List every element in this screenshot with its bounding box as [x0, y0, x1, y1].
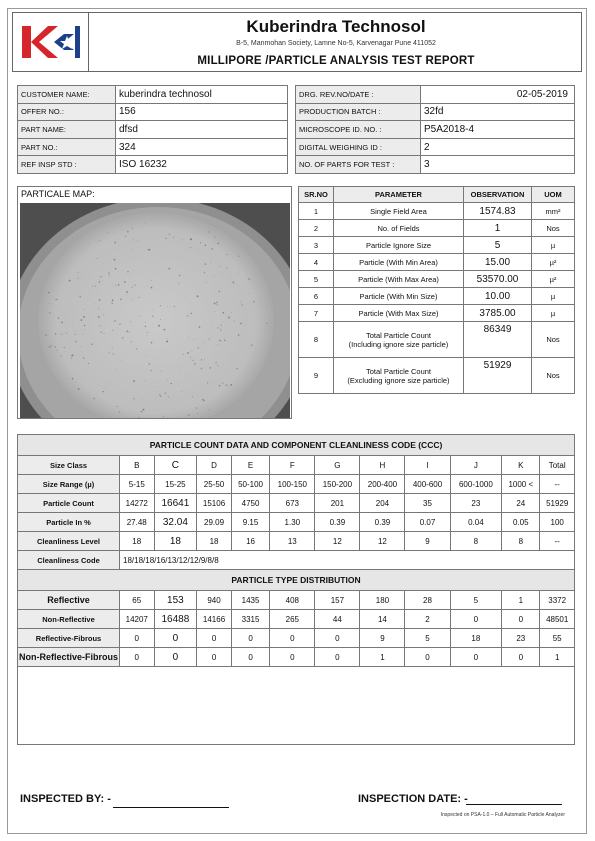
info-row [296, 121, 575, 139]
param-row [299, 305, 575, 322]
param-uom: mm² [532, 203, 575, 220]
info-row [296, 86, 575, 104]
ccc-cell: 204 [360, 494, 405, 513]
ptd-cell: 0 [120, 629, 155, 648]
info-label: DRG. REV.NO/DATE : [296, 86, 421, 104]
ptd-cell: 3315 [231, 610, 269, 629]
ccc-row-label: Size Class [18, 456, 120, 475]
param-observation: 1574.83 [464, 203, 532, 220]
info-label: NO. OF PARTS FOR TEST : [296, 156, 421, 174]
param-sr: 5 [299, 271, 334, 288]
offer-no-value: 156 [116, 103, 288, 121]
ptd-cell: 44 [315, 610, 360, 629]
param-name [334, 322, 464, 358]
inspected-by-signature-line [113, 807, 229, 808]
ptd-cell: 14166 [197, 610, 232, 629]
param-sr: 4 [299, 254, 334, 271]
param-row [299, 288, 575, 305]
ptd-cell: 2 [405, 610, 450, 629]
ccc-cell: I [405, 456, 450, 475]
ccc-cell: J [450, 456, 502, 475]
ptd-cell: 48501 [540, 610, 575, 629]
param-uom: µ² [532, 254, 575, 271]
ccc-cell: D [197, 456, 232, 475]
col-header: PARAMETER [334, 187, 464, 203]
param-name-line2: (Excluding ignore size particle) [347, 375, 450, 385]
ccc-cell: 5-15 [120, 475, 155, 494]
ccc-title: PARTICLE COUNT DATA AND COMPONENT CLEANLINESS CODE (CCC) [18, 435, 575, 456]
info-label: DIGITAL WEIGHING ID : [296, 138, 421, 156]
ccc-row-label: Size Range (µ) [18, 475, 120, 494]
info-label: OFFER NO.: [18, 103, 116, 121]
ptd-cell: 0 [231, 648, 269, 667]
ccc-cell: 18 [120, 532, 155, 551]
param-sr: 1 [299, 203, 334, 220]
ccc-row [18, 532, 575, 551]
ptd-cell: 0 [154, 648, 197, 667]
cleanliness-code-value: 18/18/18/16/13/12/12/9/8/8 [120, 551, 575, 570]
part-no-value: 324 [116, 138, 288, 156]
ccc-cell: 100 [540, 513, 575, 532]
report-title: MILLIPORE /PARTICLE ANALYSIS TEST REPORT [197, 55, 475, 67]
param-sr: 8 [299, 322, 334, 358]
ptd-cell: 940 [197, 591, 232, 610]
ptd-cell: 14207 [120, 610, 155, 629]
company-address: B-5, Manmohan Society, Lamne No-5, Karvenagar Pune 411052 [236, 40, 436, 47]
ptd-cell: 265 [270, 610, 315, 629]
info-row [18, 121, 288, 139]
ccc-cell: 25-50 [197, 475, 232, 494]
param-sr: 7 [299, 305, 334, 322]
microscope-id-value: P5A2018-4 [421, 121, 575, 139]
ccc-cell: G [315, 456, 360, 475]
param-row [299, 203, 575, 220]
production-batch-value: 32fd [421, 103, 575, 121]
param-name: Single Field Area [334, 203, 464, 220]
param-observation: 3785.00 [464, 305, 532, 322]
ptd-cell: 0 [315, 648, 360, 667]
logo-icon [20, 22, 82, 62]
ptd-cell: 14 [360, 610, 405, 629]
ccc-cell: Total [540, 456, 575, 475]
ptd-cell: 408 [270, 591, 315, 610]
ptd-row [18, 610, 575, 629]
info-label: PART NO.: [18, 138, 116, 156]
param-name-line1: Total Particle Count [365, 330, 432, 340]
ccc-cell: -- [540, 532, 575, 551]
ptd-cell: 5 [450, 591, 502, 610]
ptd-cell: 16488 [154, 610, 197, 629]
ptd-cell: 1 [502, 591, 540, 610]
inspection-date-label: INSPECTION DATE: - [358, 793, 468, 805]
param-row [299, 271, 575, 288]
col-header: SR.NO [299, 187, 334, 203]
param-observation: 15.00 [464, 254, 532, 271]
ccc-cell: 1.30 [270, 513, 315, 532]
ccc-cell: 1000 < [502, 475, 540, 494]
param-observation: 5 [464, 237, 532, 254]
ccc-cell: 15106 [197, 494, 232, 513]
param-sr: 9 [299, 358, 334, 394]
ptd-cell: 0 [197, 629, 232, 648]
param-name: Particle (With Max Size) [334, 305, 464, 322]
ptd-cell: 0 [270, 648, 315, 667]
param-row [299, 237, 575, 254]
info-label: CUSTOMER NAME: [18, 86, 116, 104]
param-name-line1: Total Particle Count [365, 366, 432, 376]
info-row [296, 156, 575, 174]
param-name: Particle Ignore Size [334, 237, 464, 254]
ccc-cell: 0.04 [450, 513, 502, 532]
ccc-cell: 12 [315, 532, 360, 551]
param-header-row [299, 187, 575, 203]
ccc-cell: 27.48 [120, 513, 155, 532]
ptd-cell: 3372 [540, 591, 575, 610]
ptd-cell: 180 [360, 591, 405, 610]
ccc-cell: 201 [315, 494, 360, 513]
param-name: Particle (With Max Area) [334, 271, 464, 288]
blank-area [18, 667, 575, 745]
ccc-cell: 18 [154, 532, 197, 551]
ccc-row-label: Cleanliness Level [18, 532, 120, 551]
parameter-table [298, 186, 575, 394]
ccc-row-label: Particle Count [18, 494, 120, 513]
ccc-cell: 16641 [154, 494, 197, 513]
ccc-cell: 32.04 [154, 513, 197, 532]
company-name: Kuberindra Technosol [246, 17, 426, 36]
ptd-cell: 0 [197, 648, 232, 667]
ptd-title: PARTICLE TYPE DISTRIBUTION [18, 570, 575, 591]
ccc-cell: 400-600 [405, 475, 450, 494]
ccc-row [18, 494, 575, 513]
ccc-title-row [18, 435, 575, 456]
ccc-cell: 100-150 [270, 475, 315, 494]
ccc-cell: 4750 [231, 494, 269, 513]
param-name: Particle (With Min Size) [334, 288, 464, 305]
ccc-cell: 0.07 [405, 513, 450, 532]
param-name-line2: (Including ignore size particle) [348, 339, 449, 349]
ccc-cell: -- [540, 475, 575, 494]
part-name-value: dfsd [116, 121, 288, 139]
ccc-cell: 35 [405, 494, 450, 513]
param-row [299, 322, 575, 358]
ptd-row-label: Reflective [18, 591, 120, 610]
ccc-cell: 8 [450, 532, 502, 551]
ptd-cell: 5 [405, 629, 450, 648]
ptd-cell: 0 [502, 610, 540, 629]
param-observation: 53570.00 [464, 271, 532, 288]
ptd-row-label: Reflective-Fibrous [18, 629, 120, 648]
company-logo [13, 13, 89, 71]
ccc-cell: 150-200 [315, 475, 360, 494]
ccc-cell: 12 [360, 532, 405, 551]
ccc-cell: C [154, 456, 197, 475]
ptd-cell: 28 [405, 591, 450, 610]
param-sr: 3 [299, 237, 334, 254]
param-observation: 86349 [464, 322, 532, 358]
ccc-cell: 14272 [120, 494, 155, 513]
ptd-cell: 157 [315, 591, 360, 610]
ccc-cell: K [502, 456, 540, 475]
filter-membrane-image [20, 203, 290, 418]
ptd-row-label: Non-Reflective-Fibrous [18, 648, 120, 667]
inspection-date-line [466, 804, 562, 805]
ptd-cell: 0 [315, 629, 360, 648]
ptd-row [18, 629, 575, 648]
ptd-row [18, 591, 575, 610]
ptd-cell: 0 [231, 629, 269, 648]
ccc-cell: 13 [270, 532, 315, 551]
info-row [18, 156, 288, 174]
blank-row [18, 667, 575, 745]
cleanliness-code-row [18, 551, 575, 570]
param-uom: µ [532, 237, 575, 254]
drg-rev-date-value: 02-05-2019 [421, 86, 575, 104]
info-table-right [295, 85, 575, 174]
ccc-cell: 18 [197, 532, 232, 551]
ptd-cell: 0 [502, 648, 540, 667]
ptd-row-label: Non-Reflective [18, 610, 120, 629]
info-row [296, 138, 575, 156]
ptd-cell: 153 [154, 591, 197, 610]
ccc-cell: E [231, 456, 269, 475]
ccc-cell: B [120, 456, 155, 475]
info-table-left [17, 85, 288, 174]
param-uom: µ [532, 305, 575, 322]
param-uom: µ² [532, 271, 575, 288]
particle-map-panel [17, 186, 292, 419]
param-observation: 1 [464, 220, 532, 237]
param-uom: Nos [532, 358, 575, 394]
particle-map-image [20, 203, 290, 418]
ccc-cell: 8 [502, 532, 540, 551]
particle-map-label: PARTICALE MAP: [21, 189, 95, 199]
param-name: No. of Fields [334, 220, 464, 237]
ccc-cell: 15-25 [154, 475, 197, 494]
ccc-row-label: Particle In % [18, 513, 120, 532]
ptd-cell: 0 [120, 648, 155, 667]
param-observation: 10.00 [464, 288, 532, 305]
ccc-row [18, 475, 575, 494]
ptd-cell: 1435 [231, 591, 269, 610]
param-uom: µ [532, 288, 575, 305]
report-header [12, 12, 582, 72]
ptd-cell: 1 [360, 648, 405, 667]
ccc-cell: 23 [450, 494, 502, 513]
ptd-cell: 0 [450, 648, 502, 667]
info-row [18, 138, 288, 156]
param-row [299, 254, 575, 271]
info-row [18, 86, 288, 104]
ptd-cell: 0 [405, 648, 450, 667]
ccc-cell: 24 [502, 494, 540, 513]
param-uom: Nos [532, 322, 575, 358]
ccc-cell: 200-400 [360, 475, 405, 494]
ptd-cell: 23 [502, 629, 540, 648]
ccc-cell: 51929 [540, 494, 575, 513]
param-uom: Nos [532, 220, 575, 237]
ptd-cell: 1 [540, 648, 575, 667]
parts-for-test-value: 3 [421, 156, 575, 174]
ptd-cell: 0 [154, 629, 197, 648]
col-header: OBSERVATION [464, 187, 532, 203]
ccc-cell: 0.39 [360, 513, 405, 532]
ccc-cell: 50-100 [231, 475, 269, 494]
param-name [334, 358, 464, 394]
info-label: MICROSCOPE ID. NO. : [296, 121, 421, 139]
ccc-cell: 0.39 [315, 513, 360, 532]
ptd-cell: 0 [450, 610, 502, 629]
ccc-cell: F [270, 456, 315, 475]
cleanliness-code-label: Cleanliness Code [18, 551, 120, 570]
param-name: Particle (With Min Area) [334, 254, 464, 271]
ptd-row [18, 648, 575, 667]
customer-name-value: kuberindra technosol [116, 86, 288, 104]
ccc-cell: 9 [405, 532, 450, 551]
info-label: REF INSP STD : [18, 156, 116, 174]
ptd-cell: 18 [450, 629, 502, 648]
ccc-table [17, 434, 575, 745]
ccc-cell: 600-1000 [450, 475, 502, 494]
param-observation: 51929 [464, 358, 532, 394]
ccc-cell: 9.15 [231, 513, 269, 532]
ccc-cell: 29.09 [197, 513, 232, 532]
info-label: PRODUCTION BATCH : [296, 103, 421, 121]
analyzer-note: Inspected on PSA-1.0 – Full Automatic Particle Analyzer [440, 812, 565, 818]
ccc-cell: 0.05 [502, 513, 540, 532]
param-row [299, 358, 575, 394]
digital-weighing-id-value: 2 [421, 138, 575, 156]
inspected-by-label: INSPECTED BY: - [20, 793, 111, 805]
ccc-cell: 673 [270, 494, 315, 513]
ptd-cell: 55 [540, 629, 575, 648]
ccc-row [18, 513, 575, 532]
param-sr: 6 [299, 288, 334, 305]
info-row [18, 103, 288, 121]
ref-insp-std-value: ISO 16232 [116, 156, 288, 174]
ptd-title-row [18, 570, 575, 591]
ptd-cell: 9 [360, 629, 405, 648]
ptd-cell: 0 [270, 629, 315, 648]
param-row [299, 220, 575, 237]
ccc-row [18, 456, 575, 475]
info-label: PART NAME: [18, 121, 116, 139]
ccc-cell: H [360, 456, 405, 475]
col-header: UOM [532, 187, 575, 203]
param-sr: 2 [299, 220, 334, 237]
ccc-cell: 16 [231, 532, 269, 551]
ptd-cell: 65 [120, 591, 155, 610]
info-row [296, 103, 575, 121]
